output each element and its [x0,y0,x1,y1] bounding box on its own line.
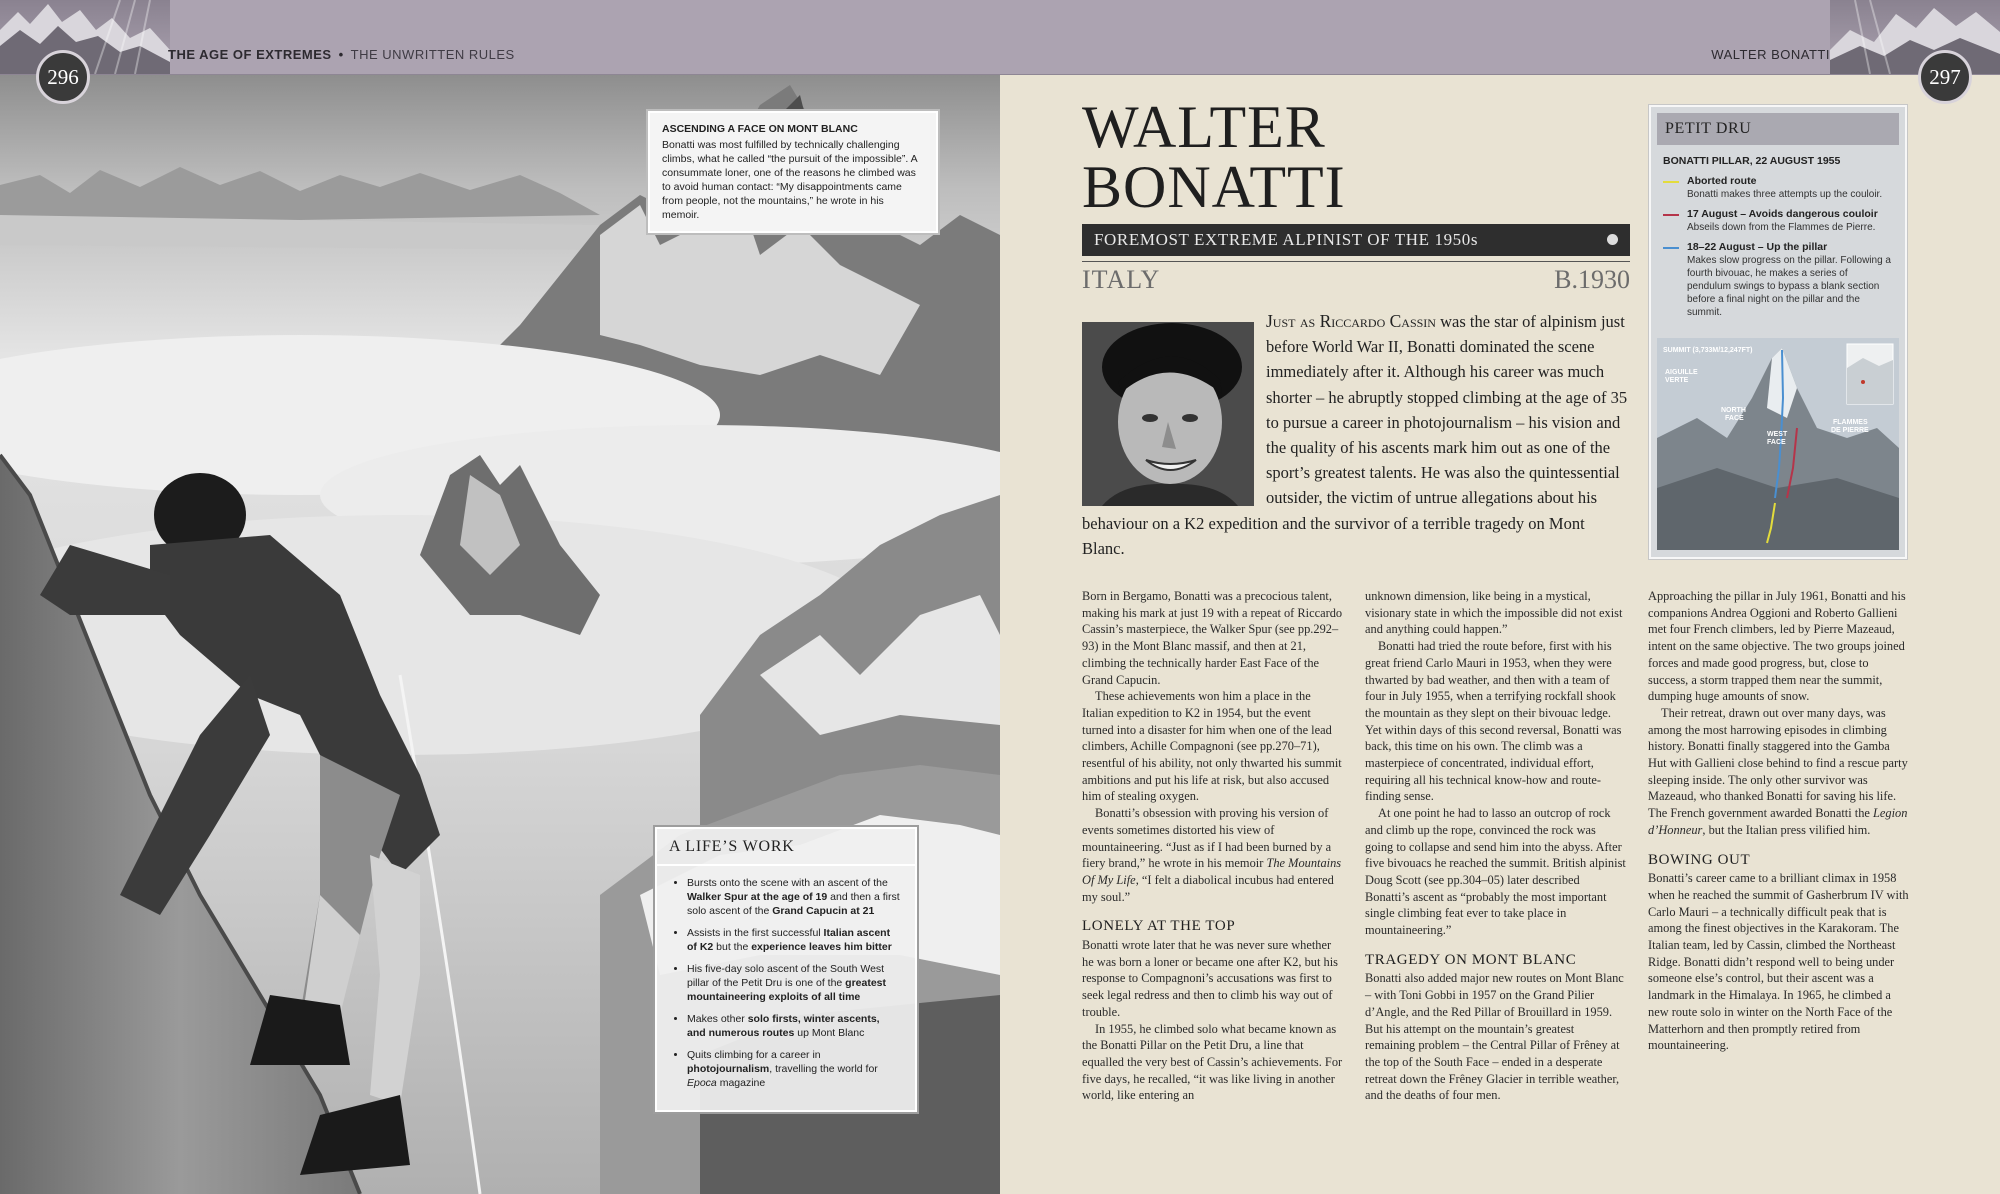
legend-item: Aborted route Bonatti makes three attempts up the couloir. [1663,175,1893,201]
dot-icon [1607,234,1618,245]
paragraph: Bonatti’s career came to a brilliant climax in 1958 when he reached the summit of Gasherbrum IV with Carlo Mauri – a technically difficult peak that is among the finest objectives in the Karakoram. The Italian team, led by Cassin, climbed the Northeast Ridge. Bonatti didn’t respond well to being under someone else’s control, but their ascent was a landmark in the Himalaya. In 1965, he climbed a new route solo in winter on the North Face of the Matterhorn and then promptly retired from mountaineering. [1648,871,1909,1053]
paragraph: unknown dimension, like being in a mystical, visionary state in which the impossible did not exist and anything could happen.” [1365,589,1623,637]
column-2 [1365,588,1627,1104]
photo-caption [648,111,938,233]
page-number-right: 297 [1918,50,1972,104]
list-item: • Makes other solo firsts, winter ascents, and numerous routes up Mont Blanc [687,1012,901,1040]
profile-title [1082,94,1346,220]
subsection-title: THE UNWRITTEN RULES [350,47,515,62]
running-header [0,0,2000,75]
label-north: NORTH [1721,407,1746,414]
lifes-work-box [655,827,917,1112]
label-aiguille: AIGUILLE [1665,369,1698,376]
legend-item: 17 August – Avoids dangerous couloir Abseils down from the Flammes de Pierre. [1663,208,1893,234]
intro-lead: Just as Riccardo Cassin [1266,311,1436,331]
route-legend [1651,171,1905,319]
lifes-work-list [657,876,915,1090]
mountain-vignette-right [1830,0,2000,74]
paragraph: At one point he had to lasso an outcrop of rock and climb up the rope, convinced the rock was going to collapse and send him into the abyss. After five bivouacs he reached the summit. British alpinist Doug Scott (see pp.304–05) later described Bonatti’s ascent as “probably the most important single climbing feat ever to take place in mountaineering.” [1365,806,1626,938]
climber-photograph [0,75,1000,1194]
list-item: • Assists in the first successful Italian ascent of K2 but the experience leaves him bitter [687,926,901,954]
title-line-1: WALTER [1082,94,1326,160]
red-line-icon [1663,214,1679,216]
bullet-separator: • [338,47,344,62]
label-summit: SUMMIT (3,733M/12,247FT) [1663,347,1753,354]
petit-dru-sidebar [1649,105,1907,559]
paragraph: Born in Bergamo, Bonatti was a precocious talent, making his mark at just 19 with a repeat of Riccardo Cassin’s masterpiece, the Walker Spur (see pp.292–93) in the Mont Blanc massif, and then at 21, climbing the technically harder East Face of the Grand Capucin. [1082,589,1343,687]
running-head-right: WALTER BONATTI [1711,47,1830,62]
paragraph: Bonatti had tried the route before, first with his great friend Carlo Mauri in 1953, when they were thwarted by bad weather, and then with a team of four in July 1955, when a terrifying rockfall shook the mountain as they slept on their bivouac ledge. Yet within days of this second reversal, Bonatti was back, this time on his own. The climb was a masterpiece of concentrated, individual effort, requiring all his technical know-how and route-finding sense. [1365,639,1622,804]
sidebar-subtitle: BONATTI PILLAR, 22 AUGUST 1955 [1663,155,1841,167]
divider [1082,261,1630,262]
lifes-work-title: A LIFE’S WORK [657,829,915,866]
label-west: WEST [1767,431,1788,438]
intro-text: was the star of alpinism just before World War II, Bonatti dominated the scene immediately after it. Although his career was much shorter – he abruptly stopped climbing at the age of 35 to pursue a career in photojournalism – his vision and the quality of his ascents mark him out as one of the sport’s greatest talents. He was also the quintessential outsider, the victim of untrue allegations about his behaviour on a K2 expedition and the survivor of a terrible tragedy on Mont Blanc. [1082,312,1628,558]
section-title: THE AGE OF EXTREMES [168,47,332,62]
running-head-left [168,47,515,62]
caption-text: Bonatti was most fulfilled by technically challenging climbs, what he called “the pursuit of the impossible”. A consummate loner, one of the reasons he climbed was to avoid human contact: “My disappointments came from people, not the mountains,” he wrote in his memoir. [662,139,918,221]
tagline-text: FOREMOST EXTREME ALPINIST OF THE 1950s [1094,230,1479,249]
subheading-lonely: LONELY AT THE TOP [1082,918,1236,935]
label-north-face: FACE [1725,415,1744,422]
sidebar-title: PETIT DRU [1657,113,1899,145]
column-3 [1648,588,1910,1054]
page-number-left: 296 [36,50,90,104]
country-label: ITALY [1082,265,1161,294]
paragraph: In 1955, he climbed solo what became known as the Bonatti Pillar on the Petit Dru, a line that equalled the very best of Cassin’s achievements. For five days, he recalled, “it was like living in another world, like entering an [1082,1021,1343,1103]
intro-paragraph [1082,309,1630,561]
yellow-line-icon [1663,181,1679,183]
label-de-pierre: DE PIERRE [1831,427,1869,434]
paragraph: Bonatti also added major new routes on Mont Blanc – with Toni Gobbi in 1957 on the Grand Pilier d’Angle, and the Red Pillar of Brouillard in 1959. But his attempt on the mountain’s greatest remaining problem – the Central Pillar of Frêney at the top of the South Face – ended in a desperate retreat down the Frêney Glacier in terrible weather, and the deaths of four men. [1365,971,1624,1103]
column-1 [1082,588,1344,1104]
list-item: • Bursts onto the scene with an ascent of the Walker Spur at the age of 19 and then a first solo ascent of the Grand Capucin at 21 [687,876,901,918]
birth-year: B.1930 [1554,265,1630,294]
subheading-tragedy: TRAGEDY ON MONT BLANC [1365,951,1577,968]
legend-item: 18–22 August – Up the pillar Makes slow progress on the pillar. Following a fourth bivouac, he makes a series of pendulum swings to bypass a blank section before a final night on the pillar and the summit. [1663,241,1893,319]
paragraph: Bonatti wrote later that he was never sure whether he was born a loner or became one after K2, but his response to Compagnoni’s accusations was first to seek legal redress and then to climb his way out of trouble. [1082,938,1338,1019]
profile-page [1000,75,2000,1194]
list-item: • Quits climbing for a career in photojournalism, travelling the world for Epoca magazine [687,1048,901,1090]
subheading-bowing-out: BOWING OUT [1648,851,1751,868]
title-line-2: BONATTI [1082,154,1346,220]
tagline-bar [1082,224,1630,256]
label-west-face: FACE [1767,439,1786,446]
paragraph: Their retreat, drawn out over many days, was among the most harrowing episodes in climbing history. Bonatti finally staggered into the Gamba Hut with Gallieni close behind to find a rescue party sleeping inside. The only other survivor was Mazeaud, who thanked Bonatti for saving his life. The French government awarded Bonatti the Legion d’Honneur, but the Italian press vilified him. [1648,705,1908,837]
label-flammes: FLAMMES [1833,419,1868,426]
portrait-spacer [1082,309,1266,499]
paragraph: Approaching the pillar in July 1961, Bonatti and his companions Andrea Oggioni and Roberto Gallieni met four French climbers, led by Pierre Mazeaud, intent on the same objective. The two groups joined forces and made good progress, but, close to success, a storm trapped them near the summit, dumping huge amounts of snow. [1648,589,1906,704]
caption-title: ASCENDING A FACE ON MONT BLANC [662,123,858,135]
paragraph: These achievements won him a place in the Italian expedition to K2 in 1954, but the event turned into a disaster for him when one of the lead climbers, Achille Compagnoni (see pp.270–71), resentful of his ability, not only thwarted his summit ambitions and put his life at risk, but also accused him of stealing oxygen. [1082,689,1342,804]
paragraph: Bonatti’s obsession with proving his version of events sometimes distorted his view of mountaineering. “Just as if I had been burned by a fiery brand,” he wrote in his memoir The Mountains Of My Life, “I felt a diabolical incubus had entered my soul.” [1082,806,1342,904]
blue-line-icon [1663,247,1679,249]
petit-dru-route-illustration [1657,338,1899,550]
label-verte: VERTE [1665,377,1689,384]
list-item: • His five-day solo ascent of the South West pillar of the Petit Dru is one of the greatest mountaineering exploits of all time [687,962,901,1004]
